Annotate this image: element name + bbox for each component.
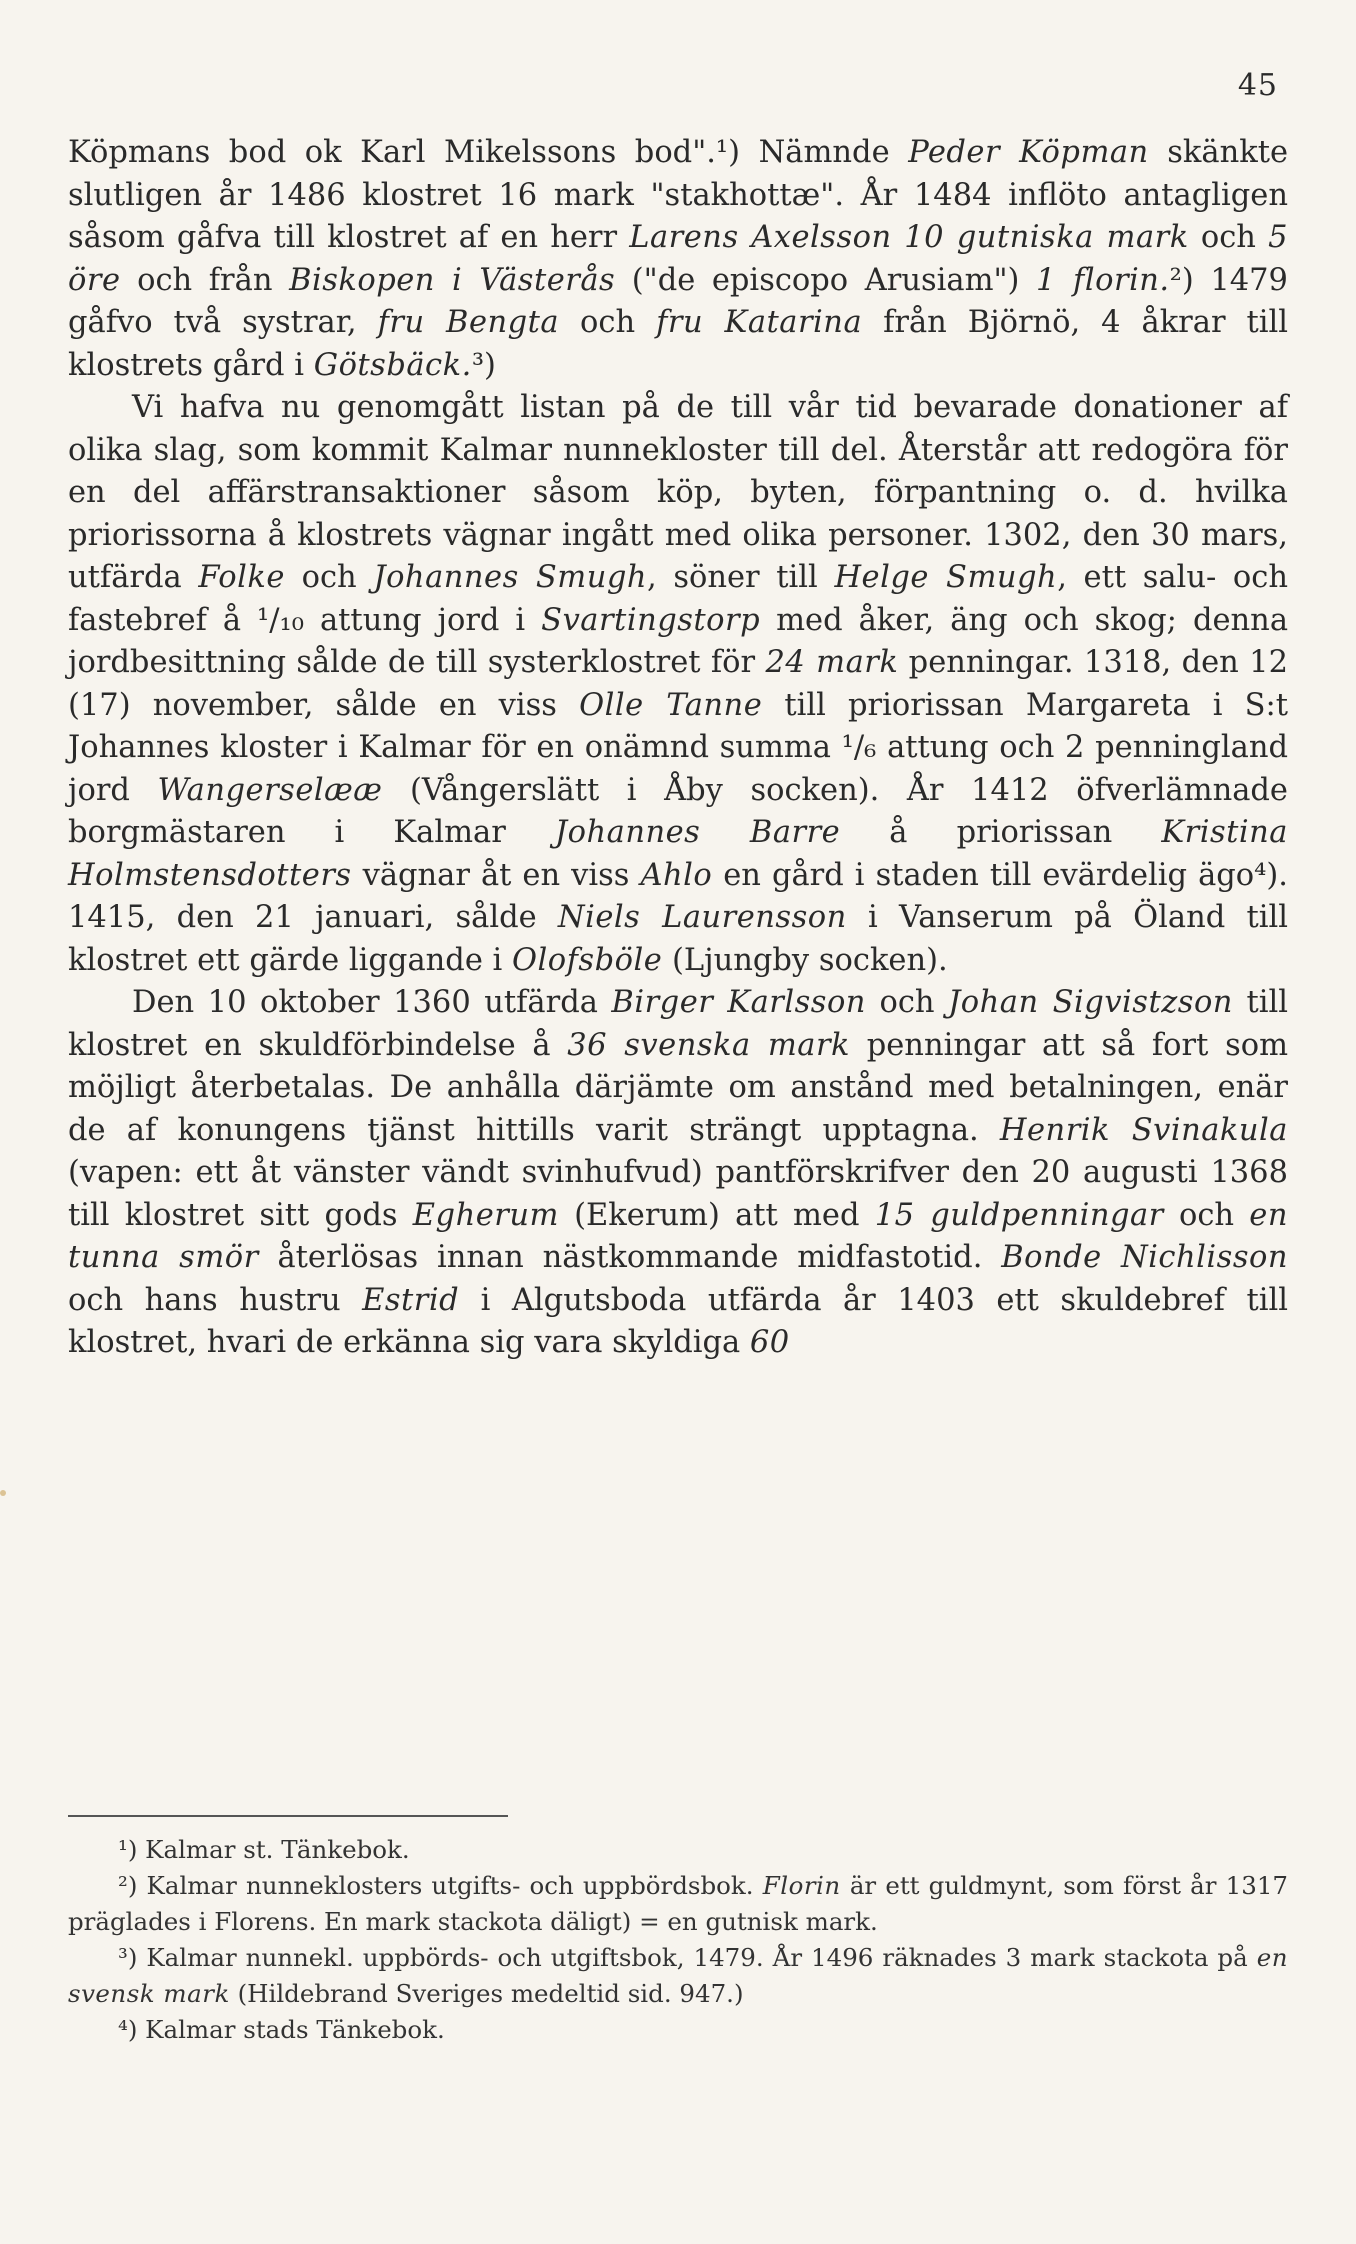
text-run: till klostret en skuldförbindelse å (68, 985, 1288, 1063)
text-run: penningar. 1318, den 12 (17) november, sålde en viss (68, 645, 1288, 723)
italic-text: en svensk mark (68, 1943, 1288, 2008)
text-run: i Vanserum på Öland till klostret ett gärde liggande i (68, 900, 1289, 978)
text-run: , ett salu- och fastebref å ¹/₁₀ attung jord i (68, 560, 1288, 638)
italic-text: Johannes Barre (554, 815, 841, 850)
text-run: , söner till (647, 560, 835, 595)
italic-text: Svartingstorp (541, 602, 761, 638)
italic-text: Johan Sigvistzson (948, 985, 1233, 1020)
text-run: ²) Kalmar nunneklosters utgifts- och uppbördsbok. (118, 1871, 763, 1900)
text-run: ²) 1479 gåfvo två systrar, (68, 262, 1288, 340)
text-run: å priorissan (840, 815, 1162, 850)
text-run: skänkte slutligen år 1486 klostret 16 mark "stakhottæ". År 1484 inflöto antagligen såsom gåfva till klostret af en herr (68, 135, 1289, 255)
italic-text: Helge Smugh (834, 560, 1058, 595)
text-run: ¹) Kalmar st. Tänkebok. (118, 1835, 410, 1864)
text-run: och från (120, 262, 290, 298)
page (68, 40, 1288, 2210)
margin-mark (0, 1490, 6, 1496)
text-run: vägnar åt en viss (351, 857, 641, 893)
italic-text: Niels Laurensson (557, 900, 847, 935)
text-run: återlösas innan nästkommande midfastotid. (258, 1240, 1002, 1275)
text-run: Köpmans bod ok Karl Mikelssons bod".¹) Nämnde (68, 135, 909, 170)
italic-text: 15 guldpenningar (874, 1197, 1164, 1233)
italic-text: Olle Tanne (579, 687, 763, 723)
body-text (68, 132, 1288, 1365)
text-run: med åker, äng och skog; denna jordbesittning sålde de till systerklostret för (68, 602, 1288, 680)
italic-text: Bonde Nichlisson (1001, 1240, 1288, 1275)
italic-text: Wangerselææ (157, 772, 383, 808)
text-run: (Ljungby socken). (662, 942, 948, 978)
text-run: och (559, 305, 657, 340)
text-run: (Hildebrand Sveriges medeltid sid. 947.) (229, 1979, 744, 2008)
italic-text: Götsbäck. (313, 347, 472, 383)
footnote-divider (68, 1815, 508, 1817)
footnote (68, 1868, 1288, 1940)
footnote (68, 1940, 1288, 2012)
text-run: en gård i staden till evärdelig ägo⁴). 1415, den 21 januari, sålde (68, 857, 1288, 935)
italic-text: en tunna smör (68, 1197, 1288, 1275)
text-run: (Vångerslätt i Åby socken). År 1412 öfverlämnade borgmästaren i Kalmar (68, 772, 1288, 850)
italic-text: Birger Karlsson (611, 985, 866, 1020)
italic-text: Peder Köpman (908, 135, 1149, 170)
italic-text: Ahlo (640, 857, 713, 893)
italic-text: Estrid (362, 1282, 460, 1318)
italic-text: Henrik Svinakula (999, 1112, 1288, 1148)
text-run: och (1163, 1197, 1250, 1233)
text-run: penningar att så fort som möjligt återbetalas. De anhålla därjämte om anstånd med betalningen, enär de af konungens tjänst hittills varit strängt upptagna. (68, 1027, 1289, 1148)
italic-text: 60 (749, 1325, 790, 1360)
italic-text: 36 svenska mark (567, 1027, 851, 1063)
paragraph (68, 387, 1288, 982)
italic-text: Egherum (412, 1197, 559, 1233)
italic-text: Olofsböle (512, 942, 663, 978)
paragraph (68, 982, 1288, 1365)
text-run: och (284, 560, 374, 595)
text-run: Vi hafva nu genomgått listan på de till vår tid bevarade donationer af olika slag, som kommit Kalmar nunnekloster till del. Återstår att redogöra för en del affärstransaktioner såsom köp, byten, förpantning o. d. hvilka priorissorna å klostrets vägnar ingått med olika personer. 1302, den 30 mars, utfärda (68, 390, 1288, 595)
italic-text: Larens Axelsson 10 gutniska mark (629, 220, 1189, 255)
italic-text: Florin (762, 1871, 841, 1900)
text-run: ³) Kalmar nunnekl. uppbörds- och utgiftsbok, 1479. År 1496 räknades 3 mark stackota på (118, 1943, 1257, 1972)
footnote (68, 1832, 1288, 1868)
footnote (68, 2012, 1288, 2048)
text-run: (vapen: ett åt vänster vändt svinhufvud) pantförskrifver den 20 augusti 1368 till klostret sitt gods (68, 1155, 1288, 1233)
text-run: och hans hustru (68, 1282, 363, 1318)
text-run: ("de episcopo Arusiam") (615, 262, 1037, 298)
text-run: och (865, 985, 949, 1020)
text-run: till priorissan Margareta i S:t Johannes kloster i Kalmar för en onämnd summa ¹/₆ attung och 2 penningland jord (68, 687, 1289, 808)
italic-text: 24 mark (765, 645, 899, 680)
paragraph (68, 132, 1288, 387)
text-run: ⁴) Kalmar stads Tänkebok. (118, 2015, 445, 2044)
text-run: (Ekerum) att med (558, 1197, 875, 1233)
italic-text: Johannes Smugh (373, 560, 648, 595)
text-run: ³) (471, 347, 496, 383)
italic-text: fru Bengta (377, 305, 560, 340)
italic-text: 1 florin. (1036, 262, 1170, 298)
italic-text: Biskopen i Västerås (289, 262, 616, 298)
text-run: och (1188, 220, 1269, 255)
text-run: är ett guldmynt, som först år 1317 präglades i Florens. En mark stackota däligt) = en gutnisk mark. (68, 1871, 1288, 1936)
page-number: 45 (1237, 68, 1278, 103)
text-run: i Algutsboda utfärda år 1403 ett skuldebref till klostret, hvari de erkänna sig vara skyldiga (68, 1282, 1288, 1360)
italic-text: Kristina Holmstensdotters (68, 815, 1288, 893)
italic-text: Folke (198, 560, 285, 595)
italic-text: 5 öre (68, 220, 1288, 298)
text-run: från Björnö, 4 åkrar till klostrets gård i (68, 305, 1288, 383)
italic-text: fru Katarina (656, 305, 863, 340)
footnotes (68, 1832, 1288, 2048)
text-run: Den 10 oktober 1360 utfärda (132, 985, 612, 1020)
